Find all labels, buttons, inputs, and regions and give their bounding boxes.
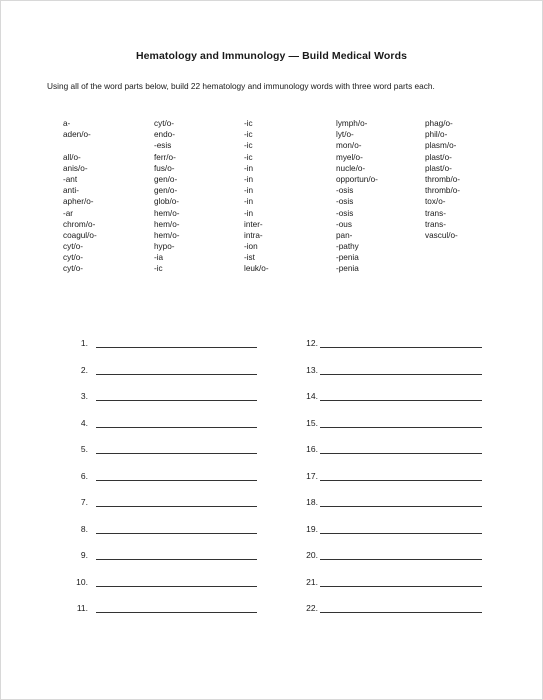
answer-line[interactable]	[320, 400, 482, 401]
answer-line[interactable]	[96, 586, 257, 587]
answer-line[interactable]	[320, 506, 482, 507]
word-part: opportun/o-	[336, 174, 378, 184]
word-part: -ion	[244, 242, 258, 252]
word-part: cyt/o-	[63, 264, 84, 274]
word-parts-column-1	[63, 118, 97, 275]
answer-number: 2.	[80, 364, 88, 375]
word-part: nucle/o-	[336, 163, 366, 173]
word-part: -ant	[63, 174, 78, 184]
word-part: aden/o-	[63, 130, 91, 140]
word-part: -ic	[244, 141, 253, 151]
word-part: -ic	[244, 119, 253, 128]
word-part: trans-	[425, 208, 446, 218]
answer-line[interactable]	[96, 374, 257, 375]
answer-number: 9.	[80, 550, 88, 560]
answer-line[interactable]	[96, 612, 257, 613]
answer-line[interactable]	[320, 612, 482, 613]
word-part: endo-	[154, 130, 175, 140]
word-part: -ia	[154, 253, 164, 263]
answer-number: 14.	[306, 391, 318, 401]
word-parts-column-4	[336, 118, 378, 275]
word-part: hem/o-	[154, 219, 180, 229]
answer-line[interactable]	[96, 559, 257, 560]
answer-line[interactable]	[320, 374, 482, 375]
word-part: -osis	[336, 186, 354, 196]
word-part: hypo-	[154, 242, 175, 252]
answer-line[interactable]	[320, 559, 482, 560]
word-part: apher/o-	[63, 197, 94, 207]
word-part: vascul/o-	[425, 230, 458, 240]
word-part: -pathy	[336, 242, 359, 252]
word-part: -ic	[244, 152, 253, 162]
word-part: -penia	[336, 253, 359, 263]
answer-line[interactable]	[96, 506, 257, 507]
answer-line[interactable]	[320, 347, 482, 348]
word-part: -in	[244, 174, 254, 184]
answer-number: 3.	[80, 391, 88, 401]
answer-number: 22.	[306, 603, 318, 613]
answer-number: 15.	[306, 417, 318, 428]
word-part: thromb/o-	[425, 186, 461, 196]
answer-line[interactable]	[96, 480, 257, 481]
word-part: -penia	[336, 264, 359, 274]
word-part: pan-	[336, 230, 353, 240]
word-part: trans-	[425, 219, 446, 229]
word-part: gen/o-	[154, 174, 178, 184]
word-part: -in	[244, 186, 254, 196]
instructions-text: Using all of the word parts below, build 22 hematology and immunology words with three word parts each.	[47, 81, 435, 91]
word-part: cyt/o-	[63, 242, 84, 252]
answer-number: 21.	[306, 576, 318, 587]
word-part: cyt/o-	[63, 253, 84, 263]
answer-line[interactable]	[320, 453, 482, 454]
word-part: plast/o-	[425, 152, 452, 162]
word-part: anti-	[63, 186, 79, 196]
answer-number: 11.	[76, 603, 88, 613]
answer-number: 16.	[306, 444, 318, 454]
word-part: thromb/o-	[425, 174, 461, 184]
word-part: -in	[244, 197, 254, 207]
word-part: mon/o-	[336, 141, 362, 151]
word-part: phil/o-	[425, 130, 448, 140]
word-part: -in	[244, 163, 254, 173]
word-part: hem/o-	[154, 230, 180, 240]
word-part: -ous	[336, 219, 352, 229]
word-part: inter-	[244, 219, 263, 229]
word-part: gen/o-	[154, 186, 178, 196]
word-part: chrom/o-	[63, 219, 96, 229]
word-part: -ic	[154, 264, 163, 274]
answer-line[interactable]	[96, 533, 257, 534]
word-part: plast/o-	[425, 163, 452, 173]
answer-line[interactable]	[96, 427, 257, 428]
answer-number: 6.	[80, 470, 88, 481]
answer-number: 18.	[306, 497, 318, 507]
word-part: -in	[244, 208, 254, 218]
answer-number: 20.	[306, 550, 318, 560]
answer-line[interactable]	[96, 453, 257, 454]
word-part: all/o-	[63, 152, 81, 162]
answer-number: 8.	[80, 523, 88, 534]
word-part: phag/o-	[425, 119, 453, 128]
word-parts-column-3	[244, 118, 269, 275]
word-part: leuk/o-	[244, 264, 269, 274]
spacer	[63, 140, 97, 151]
word-part: fus/o-	[154, 163, 175, 173]
word-part: myel/o-	[336, 152, 363, 162]
answer-number: 12.	[306, 338, 318, 348]
answer-number: 19.	[306, 523, 318, 534]
word-part: cyt/o-	[154, 119, 175, 128]
answer-line[interactable]	[96, 347, 257, 348]
word-part: plasm/o-	[425, 141, 457, 151]
answer-line[interactable]	[96, 400, 257, 401]
answer-number: 17.	[306, 470, 318, 481]
answer-number: 1.	[80, 338, 88, 348]
word-part: tox/o-	[425, 197, 446, 207]
word-parts-column-5	[425, 118, 460, 241]
word-part: ferr/o-	[154, 152, 176, 162]
answer-line[interactable]	[320, 480, 482, 481]
word-part: lyt/o-	[336, 130, 354, 140]
word-part: intra-	[244, 230, 263, 240]
word-part: a-	[63, 119, 71, 128]
word-part: -osis	[336, 208, 354, 218]
word-part: -osis	[336, 197, 354, 207]
word-part: lymph/o-	[336, 119, 368, 128]
word-part: -ist	[244, 253, 255, 263]
answer-number: 10.	[76, 576, 88, 587]
page-title: Hematology and Immunology — Build Medical Words	[135, 50, 408, 62]
answer-number: 4.	[80, 417, 88, 428]
word-part: coagul/o-	[63, 230, 97, 240]
answer-number: 7.	[80, 497, 88, 507]
answer-line[interactable]	[320, 586, 482, 587]
word-part: -ic	[244, 130, 253, 140]
word-part: -esis	[154, 141, 172, 151]
answer-line[interactable]	[320, 427, 482, 428]
word-parts-column-2	[154, 118, 179, 275]
word-part: -ar	[63, 208, 74, 218]
answer-line[interactable]	[320, 533, 482, 534]
answer-number: 13.	[306, 364, 318, 375]
answer-number: 5.	[80, 444, 88, 454]
word-part: hem/o-	[154, 208, 180, 218]
word-part: glob/o-	[154, 197, 180, 207]
word-part: anis/o-	[63, 163, 88, 173]
